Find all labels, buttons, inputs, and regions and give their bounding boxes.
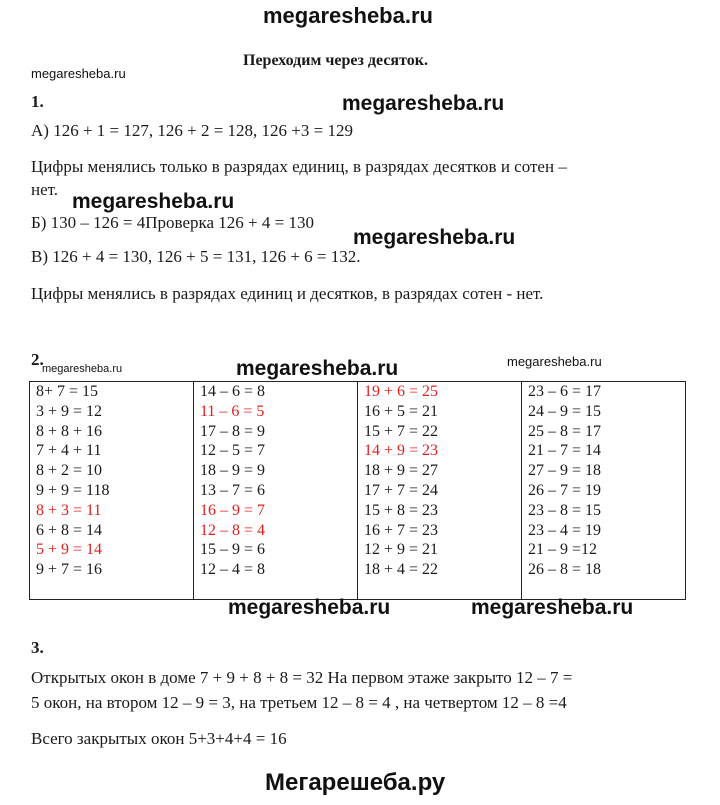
watermark-top: megaresheba.ru [263,3,433,28]
watermark-small: megaresheba.ru [507,354,602,369]
table-cell: 18 + 9 = 27 [364,462,439,480]
page-title: Переходим через десяток. [243,52,428,69]
table-cell: 23 – 6 = 17 [528,383,602,400]
table-cell: 8 + 3 = 11 [36,501,102,519]
table-cell: 6 + 8 = 14 [36,521,103,539]
table-cell: 15 – 9 = 6 [200,541,266,559]
watermark: megaresheba.ru [353,226,516,249]
task-number: 1. [31,92,44,111]
table-column [358,382,522,600]
exercise-table [29,381,686,600]
table-cell: 19 + 6 = 25 [364,383,439,400]
table-cell: 11 – 6 = 5 [200,402,265,420]
watermark: megaresheba.ru [236,357,399,380]
table-cell: 15 + 8 = 23 [364,501,439,519]
text-line: А) 126 + 1 = 127, 126 + 2 = 128, 126 +3 = 129 [31,121,353,140]
table-column [522,382,686,600]
table-cell: 26 – 7 = 19 [528,481,602,499]
table-cell: 16 + 7 = 23 [364,521,439,539]
table-cell: 3 + 9 = 12 [36,402,103,420]
table-cell: 23 – 8 = 15 [528,501,602,519]
text-line: Открытых окон в доме 7 + 9 + 8 + 8 = 32 На первом этаже закрыто 12 – 7 = [31,668,573,687]
table-column [30,382,194,600]
table-cell: 25 – 8 = 17 [528,422,602,440]
table-cell: 8 + 8 + 16 [36,422,103,440]
watermark-small: megaresheba.ru [31,66,126,81]
table-cell: 16 – 9 = 7 [200,501,266,519]
watermark: megaresheba.ru [342,92,505,115]
table-cell: 12 – 8 = 4 [200,521,266,539]
text-line: Цифры менялись только в разрядах единиц, в разрядах десятков и сотен – [31,157,567,176]
watermark: megaresheba.ru [72,190,235,213]
table-cell: 12 – 4 = 8 [200,561,266,579]
table-cell: 9 + 7 = 16 [36,561,103,579]
table-cell: 8+ 7 = 15 [36,383,99,400]
footer-brand: Мегарешеба.ру [265,769,446,796]
table-cell: 21 – 9 =12 [528,541,598,559]
text-line: В) 126 + 4 = 130, 126 + 5 = 131, 126 + 6 = 132. [31,247,361,266]
watermark-small: megaresheba.ru [42,363,123,375]
table-cell: 14 + 9 = 23 [364,442,439,460]
table-cell: 24 – 9 = 15 [528,402,602,420]
watermark: megaresheba.ru [471,596,634,619]
task-number: 3. [31,638,44,657]
table-cell: 17 – 8 = 9 [200,422,266,440]
table-cell: 18 + 4 = 22 [364,561,439,579]
table-cell: 13 – 7 = 6 [200,481,266,499]
text-line: нет. [31,180,59,199]
table-cell: 21 – 7 = 14 [528,442,602,460]
table-cell: 17 + 7 = 24 [364,481,439,499]
table-cell: 8 + 2 = 10 [36,462,103,480]
table-cell: 16 + 5 = 21 [364,402,439,420]
text-line: Б) 130 – 126 = 4Проверка 126 + 4 = 130 [31,213,314,232]
table-cell: 12 – 5 = 7 [200,442,266,460]
table-column [194,382,358,600]
text-line: 5 окон, на втором 12 – 9 = 3, на третьем 12 – 8 = 4 , на четвертом 12 – 8 =4 [31,693,567,712]
table-cell: 12 + 9 = 21 [364,541,439,559]
table-cell: 15 + 7 = 22 [364,422,439,440]
table-cell: 7 + 4 + 11 [36,442,102,460]
table-cell: 5 + 9 = 14 [36,541,103,559]
text-line: Всего закрытых окон 5+3+4+4 = 16 [31,729,287,748]
table-cell: 9 + 9 = 118 [36,481,110,499]
table-cell: 26 – 8 = 18 [528,561,602,579]
task-number: 2. [31,350,44,369]
table-cell: 23 – 4 = 19 [528,521,602,539]
table-cell: 18 – 9 = 9 [200,462,266,480]
table-cell: 27 – 9 = 18 [528,462,602,480]
table-cell: 14 – 6 = 8 [200,383,266,400]
text-line: Цифры менялись в разрядах единиц и десятков, в разрядах сотен - нет. [31,284,544,303]
watermark: megaresheba.ru [228,596,391,619]
